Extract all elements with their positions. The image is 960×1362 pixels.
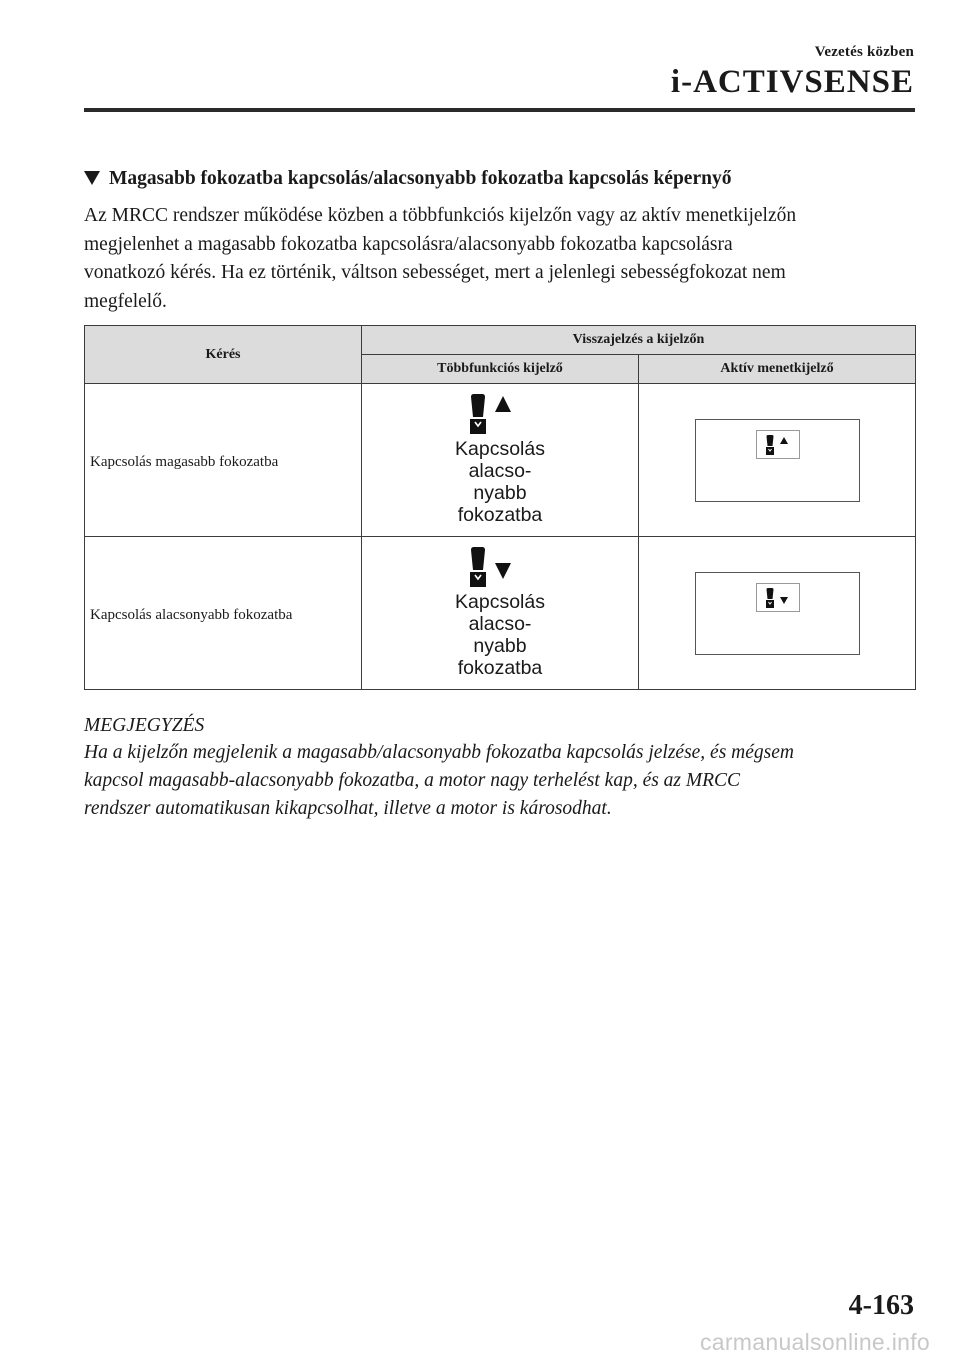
header-feedback: Visszajelzés a kijelzőn xyxy=(362,326,916,355)
multi-display-text xyxy=(362,438,638,526)
gear-shift-down-icon xyxy=(465,545,535,589)
active-display-screen xyxy=(695,419,860,502)
section-heading xyxy=(84,166,924,192)
multi-text-line: alacso- xyxy=(468,613,532,635)
multi-text-line: Kapcsolás xyxy=(455,438,545,460)
multi-text-line: nyabb xyxy=(473,482,527,504)
table-header-row xyxy=(85,326,916,355)
gear-shift-up-small-icon xyxy=(757,431,799,458)
arrow-up-icon xyxy=(495,396,511,412)
table-row xyxy=(85,537,916,690)
chapter-title: i-ACTIVSENSE xyxy=(670,64,914,100)
intro-line: megjelenhet a magasabb fokozatba kapcsolásra/alacsonyabb fokozatba kapcsolásra xyxy=(84,233,733,255)
note-line: rendszer automatikusan kikapcsolhat, illetve a motor is károsodhat. xyxy=(84,798,612,819)
intro-paragraph xyxy=(84,202,924,316)
header-rule xyxy=(84,108,915,112)
multi-display-cell xyxy=(362,384,639,537)
request-cell xyxy=(85,384,362,537)
active-display-cell xyxy=(639,537,916,690)
note-line: kapcsol magasabb-alacsonyabb fokozatba, a motor nagy terhelést kap, és az MRCC xyxy=(84,770,741,791)
arrow-down-icon xyxy=(495,563,511,579)
header-request: Kérés xyxy=(85,326,362,384)
page-number: 4-163 xyxy=(848,1290,914,1321)
intro-line: vonatkozó kérés. Ha ez történik, váltson sebességet, mert a jelenlegi sebességfokozat nem xyxy=(84,262,786,283)
multi-display-text xyxy=(362,591,638,679)
table-row xyxy=(85,384,916,537)
gear-shift-up-icon xyxy=(465,392,535,436)
multi-text-line: Kapcsolás xyxy=(455,591,545,613)
section-triangle-icon xyxy=(84,171,100,185)
active-display-cell xyxy=(639,384,916,537)
multi-text-line: fokozatba xyxy=(457,657,543,679)
multi-text-line: fokozatba xyxy=(457,504,543,526)
multi-text-line: alacso- xyxy=(468,460,532,482)
chapter-subtitle: Vezetés közben xyxy=(814,44,914,60)
intro-line: Az MRCC rendszer működése közben a többfunkciós kijelzőn vagy az aktív menetkijelzőn xyxy=(84,205,797,226)
request-label: Kapcsolás alacsonyabb fokozatba xyxy=(90,606,293,623)
multi-text-line: nyabb xyxy=(473,635,527,657)
note-body xyxy=(84,739,929,823)
request-label: Kapcsolás magasabb fokozatba xyxy=(90,453,279,470)
intro-line: megfelelő. xyxy=(84,290,167,312)
request-cell xyxy=(85,537,362,690)
note-title: MEGJEGYZÉS xyxy=(84,715,205,736)
multi-display-cell xyxy=(362,537,639,690)
shift-request-table xyxy=(84,325,916,690)
header-active-display: Aktív menetkijelző xyxy=(639,355,916,384)
watermark: carmanualsonline.info xyxy=(699,1329,930,1355)
header-multi-display: Többfunkciós kijelző xyxy=(362,355,639,384)
active-display-indicator xyxy=(756,583,800,612)
active-display-indicator xyxy=(756,430,800,459)
section-heading-text: Magasabb fokozatba kapcsolás/alacsonyabb fokozatba kapcsolás képernyő xyxy=(109,168,732,189)
active-display-screen xyxy=(695,572,860,655)
note-line: Ha a kijelzőn megjelenik a magasabb/alacsonyabb fokozatba kapcsolás jelzése, és mégsem xyxy=(84,742,794,763)
gear-shift-down-small-icon xyxy=(757,584,799,611)
